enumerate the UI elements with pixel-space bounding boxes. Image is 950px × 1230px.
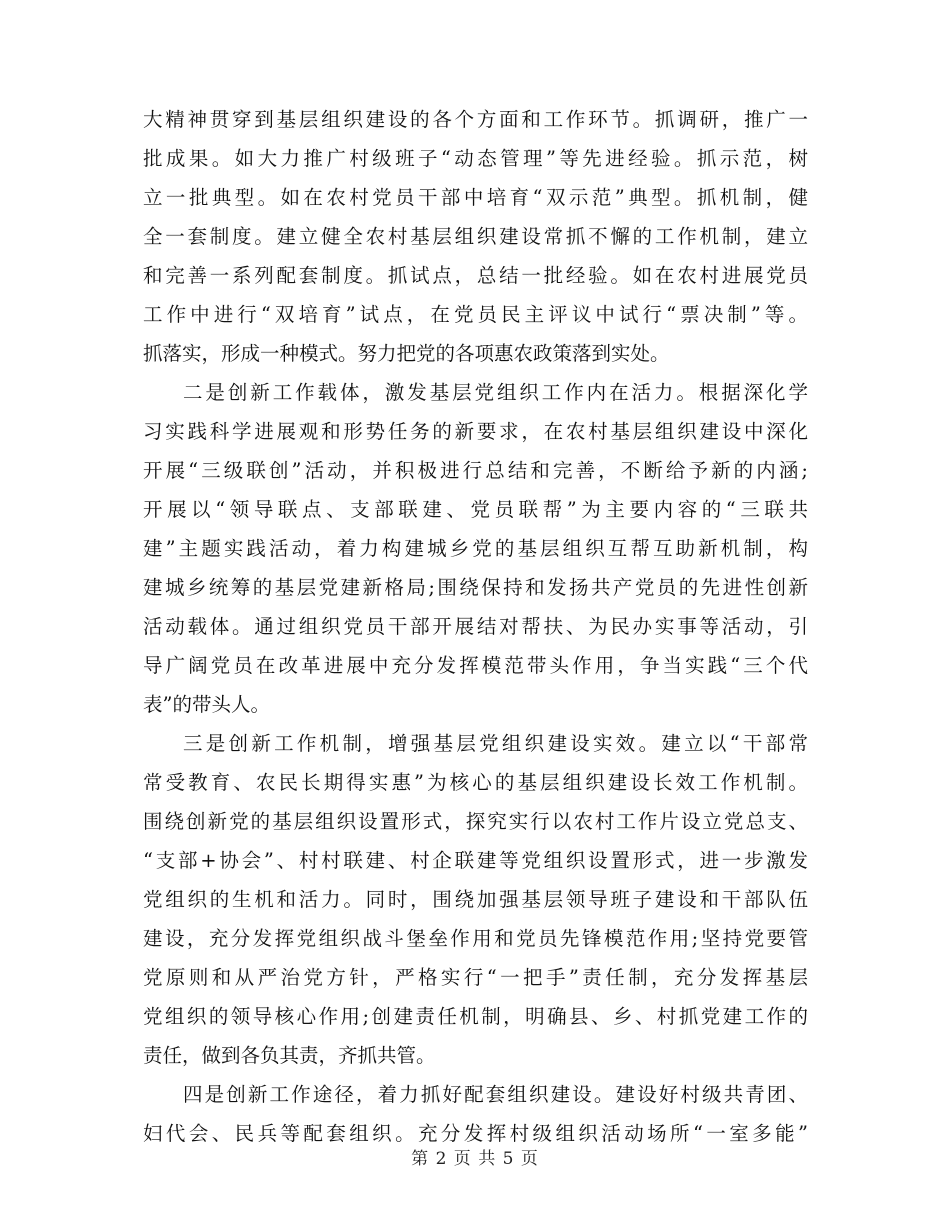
text-line: “支部+协会”、村村联建、村企联建等党组织设置形式，进一步激发 — [143, 849, 808, 872]
text-line: 党组织的生机和活力。同时，围绕加强基层领导班子建设和干部队伍 — [143, 888, 808, 911]
text-line: 开展“三级联创”活动，并积极进行总结和完善，不断给予新的内涵; — [143, 459, 808, 482]
text-line: 活动载体。通过组织党员干部开展结对帮扶、为民办实事等活动，引 — [143, 615, 808, 638]
text-line: 建设，充分发挥党组织战斗堡垒作用和党员先锋模范作用;坚持党要管 — [143, 927, 808, 950]
text-line: 二是创新工作载体，激发基层党组织工作内在活力。根据深化学 — [183, 381, 808, 404]
text-line: 围绕创新党的基层组织设置形式，探究实行以农村工作片设立党总支、 — [143, 810, 808, 833]
text-line: 立一批典型。如在农村党员干部中培育“双示范”典型。抓机制，健 — [143, 186, 808, 209]
text-line: 表”的带头人。 — [143, 693, 270, 716]
text-line: 常受教育、农民长期得实惠”为核心的基层组织建设长效工作机制。 — [143, 771, 808, 794]
text-line: 四是创新工作途径，着力抓好配套组织建设。建设好村级共青团、 — [183, 1083, 808, 1106]
text-line: 开展以“领导联点、支部联建、党员联帮”为主要内容的“三联共 — [143, 498, 808, 521]
text-line: 建城乡统筹的基层党建新格局;围绕保持和发扬共产党员的先进性创新 — [143, 576, 808, 599]
body-text — [143, 100, 808, 1153]
text-line: 建”主题实践活动，着力构建城乡党的基层组织互帮互助新机制，构 — [143, 537, 808, 560]
text-line: 习实践科学进展观和形势任务的新要求，在农村基层组织建设中深化 — [143, 420, 808, 443]
text-line: 和完善一系列配套制度。抓试点，总结一批经验。如在农村进展党员 — [143, 264, 808, 287]
text-line: 大精神贯穿到基层组织建设的各个方面和工作环节。抓调研，推广一 — [143, 108, 808, 131]
text-line: 工作中进行“双培育”试点，在党员民主评议中试行“票决制”等。 — [143, 303, 808, 326]
text-line: 党原则和从严治党方针，严格实行“一把手”责任制，充分发挥基层 — [143, 966, 808, 989]
text-line: 三是创新工作机制，增强基层党组织建设实效。建立以“干部常 — [183, 732, 808, 755]
text-line: 责任，做到各负其责，齐抓共管。 — [143, 1044, 436, 1067]
text-line: 导广阔党员在改革进展中充分发挥模范带头作用，争当实践“三个代 — [143, 654, 808, 677]
text-line: 全一套制度。建立健全农村基层组织建设常抓不懈的工作机制，建立 — [143, 225, 808, 248]
text-line: 抓落实，形成一种模式。努力把党的各项惠农政策落到实处。 — [143, 342, 670, 365]
text-line: 党组织的领导核心作用;创建责任机制，明确县、乡、村抓党建工作的 — [143, 1005, 808, 1028]
page-footer: 第 2 页 共 5 页 — [411, 1149, 539, 1169]
text-line: 批成果。如大力推广村级班子“动态管理”等先进经验。抓示范，树 — [143, 147, 808, 170]
text-line: 妇代会、民兵等配套组织。充分发挥村级组织活动场所“一室多能” — [143, 1122, 808, 1145]
